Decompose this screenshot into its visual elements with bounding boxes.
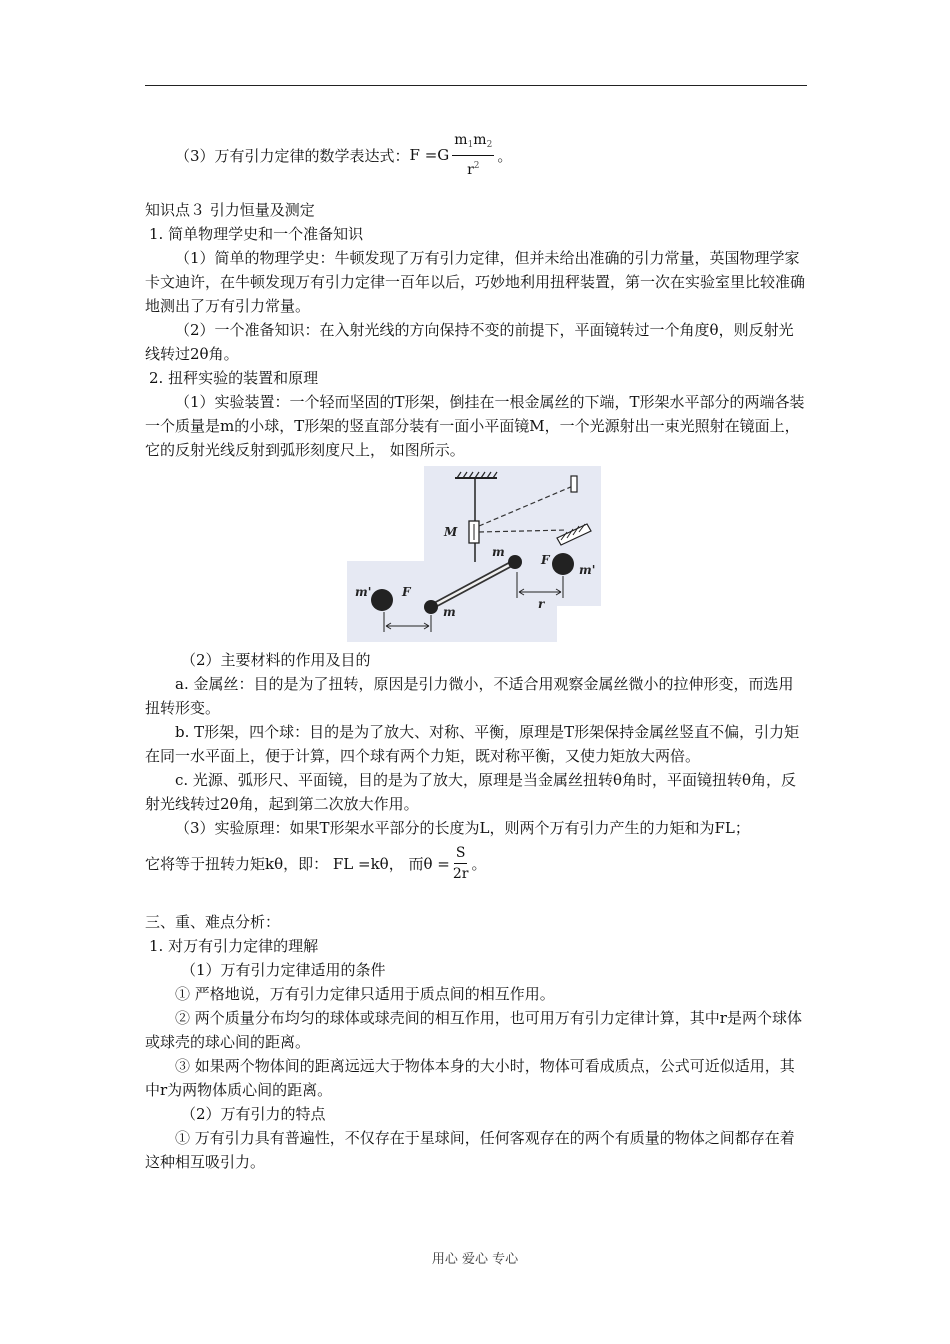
label-mprime-left: m' (355, 585, 372, 599)
section2-title: 2. 扭秤实验的装置和原理 (149, 369, 319, 387)
theta-denominator: 2r (452, 865, 469, 882)
kp3-title: 知识点３ 引力恒量及测定 (145, 201, 315, 219)
section3-item-3: ③ 如果两个物体间的距离远远大于物体本身的大小时，物体可看成质点，公式可近似适用，其中r为两物体质心间的距离。 (145, 1057, 795, 1099)
formula-prefix: （3）万有引力定律的数学表达式： (175, 146, 410, 165)
torque-formula (145, 840, 807, 886)
theta-fraction (453, 845, 469, 882)
section1-para1: （1）简单的物理学史：牛顿发现了万有引力定律，但并未给出准确的引力常量，英国物理学家卡文迪许，在牛顿发现万有引力定律一百年以后，巧妙地利用扭秤装置，第一次在实验室里比较准确地测出了万有引力常量。 (145, 249, 806, 315)
small-ball-lower (424, 600, 438, 614)
header-rule (145, 85, 807, 86)
gravitation-formula (145, 130, 807, 180)
section2-item-a: a. 金属丝：目的是为了扭转，原因是引力微小，不适合用观察金属丝微小的拉伸形变，而选用扭转形变。 (145, 675, 794, 717)
small-ball-upper (508, 555, 522, 569)
section3-item-1: ① 严格地说，万有引力定律只适用于质点间的相互作用。 (175, 985, 555, 1003)
section3-title: 三、重、难点分析： (145, 913, 281, 931)
formula-suffix: 。 (497, 146, 513, 165)
torque-formula-suffix: 。 (471, 854, 487, 873)
section3-1-1-title: （1）万有引力定律适用的条件 (181, 961, 386, 979)
label-M: M (444, 525, 458, 539)
label-r: r (538, 597, 545, 611)
torsion-balance-figure (145, 466, 807, 642)
label-mprime-right: m' (579, 563, 596, 577)
formula-denominator: $r^2$ (467, 161, 480, 178)
large-ball-right (552, 553, 574, 575)
section1-title: 1. 简单物理学史和一个准备知识 (149, 225, 364, 243)
section2-para1: （1）实验装置：一个轻而坚固的T形架，倒挂在一根金属丝的下端，T形架水平部分的两端各装一个质量是m的小球，T形架的竖直部分装有一面小平面镜M，一个光源射出一束光照射在镜面上，它的反射光线反射到弧形刻度尺上， 如图所示。 (145, 393, 805, 459)
large-ball-left (371, 589, 393, 611)
section3-1-title: 1. 对万有引力定律的理解 (149, 937, 319, 955)
section2-para3: （3）实验原理：如果T形架水平部分的长度为L，则两个万有引力产生的力矩和为FL； (175, 819, 750, 837)
section2-item-c: c. 光源、弧形尺、平面镜，目的是为了放大，原理是当金属丝扭转θ角时，平面镜扭转θ角，反射光线转过2θ角，起到第二次放大作用。 (145, 771, 797, 813)
section3-item-2: ② 两个质量分布均匀的球体或球壳间的相互作用，也可用万有引力定律计算，其中r是两个球体或球壳的球心间的距离。 (145, 1009, 802, 1051)
section1-para2: （2）一个准备知识：在入射光线的方向保持不变的前提下，平面镜转过一个角度θ，则反射光线转过2θ角。 (145, 321, 794, 363)
page-footer: 用心 爱心 专心 (431, 1252, 519, 1267)
label-m-lower: m (443, 605, 456, 619)
section2-para2-title: （2）主要材料的作用及目的 (181, 651, 371, 669)
formula-numerator: $m_1m_2$ (452, 132, 494, 156)
light-source (571, 476, 577, 492)
formula-lhs: F =G (409, 146, 450, 164)
label-F-right: F (541, 553, 550, 567)
label-m-upper: m (492, 545, 505, 559)
section3-item-4: ① 万有引力具有普遍性，不仅存在于星球间，任何客观存在的两个有质量的物体之间都存在着这种相互吸引力。 (145, 1129, 795, 1171)
section3-1-2-title: （2）万有引力的特点 (181, 1105, 326, 1123)
torque-formula-prefix: 它将等于扭转力矩kθ，即： FL =kθ， 而θ = (145, 854, 450, 873)
formula-fraction (452, 132, 494, 178)
torsion-balance-diagram (347, 466, 601, 642)
theta-numerator: S (454, 845, 468, 864)
document-body (145, 130, 807, 1174)
label-F-left: F (402, 585, 411, 599)
section2-item-b: b. T形架，四个球：目的是为了放大、对称、平衡，原理是T形架保持金属丝竖直不偏，引力矩在同一水平面上，便于计算，四个球有两个力矩，既对称平衡，又使力矩放大两倍。 (145, 723, 800, 765)
